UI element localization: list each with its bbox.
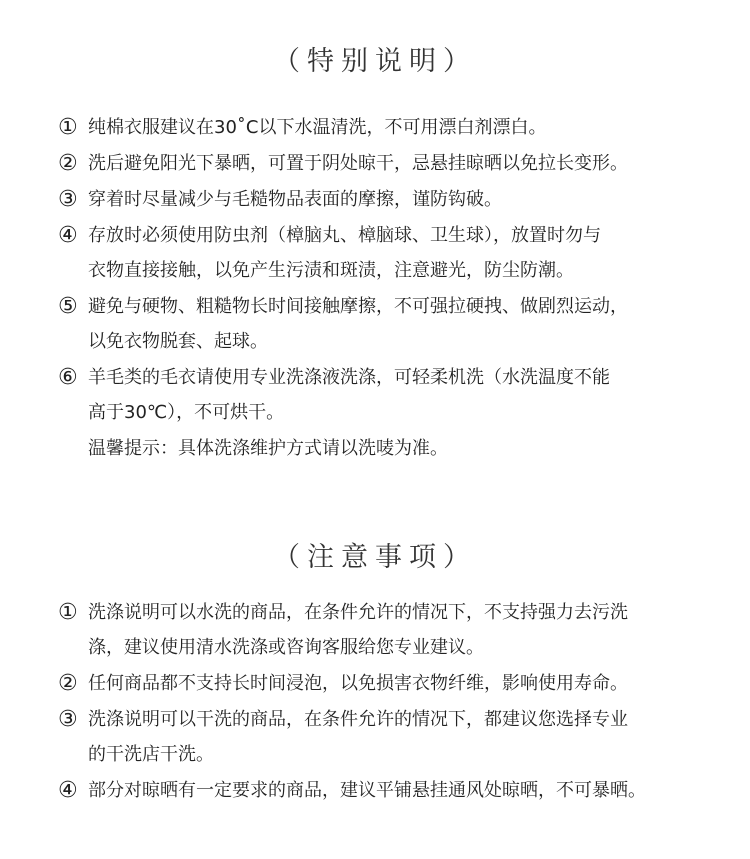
item-text: [88, 702, 738, 772]
list-item: [58, 666, 738, 701]
list-item: [58, 595, 738, 665]
item-line: 存放时必须使用防虫剂（樟脑丸、樟脑球、卫生球），放置时勿与: [88, 225, 601, 246]
special-notes-list: [58, 110, 738, 466]
item-number: ③: [58, 707, 78, 732]
item-text: [88, 289, 738, 359]
section-title-precautions: （注意事项）: [273, 542, 477, 573]
section-title-special-notes: （特别说明）: [273, 46, 477, 77]
item-line: 以免衣物脱套、起球。: [88, 331, 268, 352]
item-text: [88, 595, 738, 665]
item-number: ③: [58, 187, 78, 212]
item-line: 纯棉衣服建议在30˚C以下水温清洗，不可用漂白剂漂白。: [88, 117, 547, 138]
item-line: 羊毛类的毛衣请使用专业洗涤液洗涤，可轻柔机洗（水洗温度不能: [88, 367, 610, 388]
item-number: ②: [58, 151, 78, 176]
item-line: 高于30℃），不可烘干。: [88, 402, 285, 423]
item-text: [88, 182, 738, 217]
item-line: 穿着时尽量减少与毛糙物品表面的摩擦，谨防钩破。: [88, 189, 502, 210]
item-text: [88, 110, 738, 145]
item-line: 的干洗店干洗。: [88, 744, 214, 765]
list-item: [58, 360, 738, 430]
list-item: [58, 289, 738, 359]
list-item: [58, 218, 738, 288]
item-number: ⑥: [58, 365, 78, 390]
item-number: ①: [58, 115, 78, 140]
precautions-list: [58, 595, 738, 809]
item-line: 部分对晾晒有一定要求的商品，建议平铺悬挂通风处晾晒，不可暴晒。: [88, 780, 646, 801]
item-number: ④: [58, 223, 78, 248]
item-line: 衣物直接接触，以免产生污渍和斑渍，注意避光，防尘防潮。: [88, 260, 574, 281]
list-item: [58, 110, 738, 145]
item-line: 洗后避免阳光下暴晒，可置于阴处晾干，忌悬挂晾晒以免拉长变形。: [88, 153, 628, 174]
item-text: [88, 146, 738, 181]
item-text: [88, 666, 738, 701]
list-item: [58, 773, 738, 808]
list-item: [58, 702, 738, 772]
list-item: [58, 146, 738, 181]
item-line: 洗涤说明可以水洗的商品，在条件允许的情况下，不支持强力去污洗: [88, 602, 628, 623]
item-text: [88, 773, 738, 808]
item-number: ②: [58, 671, 78, 696]
item-number: ①: [58, 600, 78, 625]
item-line: 任何商品都不支持长时间浸泡，以免损害衣物纤维，影响使用寿命。: [88, 673, 628, 694]
item-text: [88, 218, 738, 288]
item-number: ④: [58, 778, 78, 803]
item-line: 涤，建议使用清水洗涤或咨询客服给您专业建议。: [88, 637, 484, 658]
item-line: 避免与硬物、粗糙物长时间接触摩擦，不可强拉硬拽、做剧烈运动，: [88, 296, 628, 317]
item-line: 洗涤说明可以干洗的商品，在条件允许的情况下，都建议您选择专业: [88, 709, 628, 730]
list-item: [58, 182, 738, 217]
warm-tip: 温馨提示：具体洗涤维护方式请以洗唛为准。: [88, 438, 448, 459]
item-text: [88, 360, 738, 430]
item-number: ⑤: [58, 294, 78, 319]
